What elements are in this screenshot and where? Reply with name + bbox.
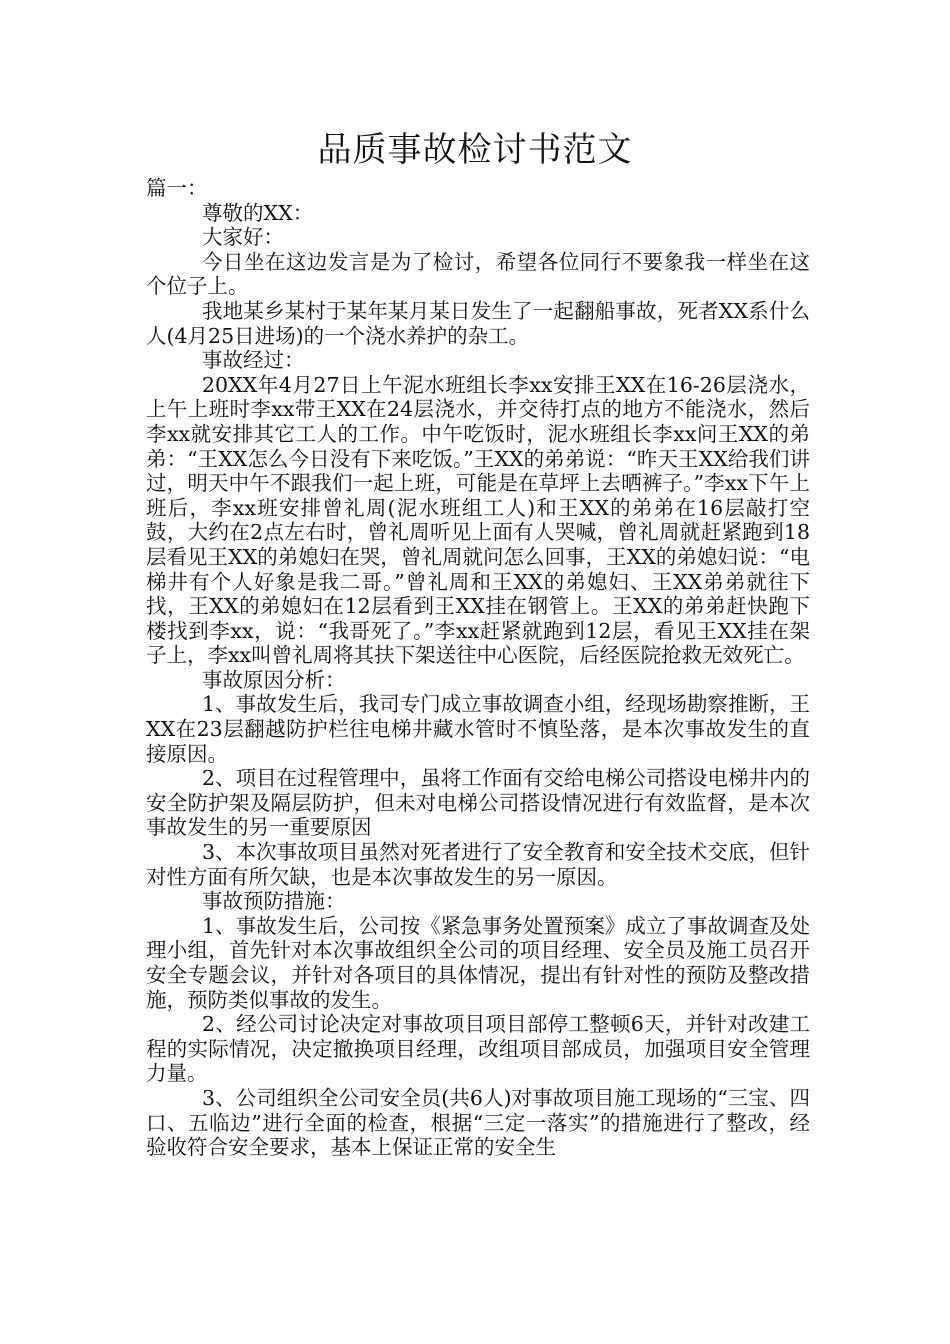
subheading: 事故经过：	[202, 348, 305, 373]
list-item: 3、公司组织全公司安全员(共6人)对事故项目施工现场的“三宝、四口、五临边”进行全面的检查，根据“三定一落实”的措施进行了整改，经验收符合安全要求，基本上保证正常的安全生	[146, 1085, 810, 1160]
body-paragraph: 20XX年4月27日上午泥水班组长李xx安排王XX在16-26层浇水，上午上班时李xx带王XX在24层浇水，并交待打点的地方不能浇水，然后李xx就安排其它工人的工作。中午吃饭时，泥水班组长李xx问王XX的弟弟：“王XX怎么今日没有下来吃饭。”王XX的弟弟说：“昨天王XX给我们讲过，明天中午不跟我们一起上班，可能是在草坪上去晒裤子。”李xx下午上班后，李xx班安排曾礼周(泥水班组工人)和王XX的弟弟在16层敲打空鼓，大约在2点左右时，曾礼周听见上面有人哭喊，曾礼周就赶紧跑到18层看见王XX的弟媳妇在哭，曾礼周就问怎么回事，王XX的弟媳妇说：“电梯井有个人好象是我二哥。”曾礼周和王XX的弟媳妇、王XX弟弟就往下找，王XX的弟媳妇在12层看到王XX挂在钢管上。王XX的弟弟赶快跑下楼找到李xx，说：“我哥死了。”李xx赶紧就跑到12层，看见王XX挂在架子上，李xx叫曾礼周将其扶下架送往中心医院，后经医院抢救无效死亡。	[146, 372, 810, 668]
document-body	[146, 176, 810, 1160]
subheading: 事故原因分析：	[202, 667, 346, 692]
section-heading: 篇一：	[146, 176, 208, 200]
greeting: 大家好：	[202, 225, 284, 250]
subheading: 事故预防措施：	[202, 889, 346, 914]
body-paragraph: 今日坐在这边发言是为了检讨，希望各位同行不要象我一样坐在这个位子上。	[146, 249, 810, 299]
list-item: 1、事故发生后，公司按《紧急事务处置预案》成立了事故调查及处理小组，首先针对本次事故组织全公司的项目经理、安全员及施工员召开安全专题会议，并针对各项目的具体情况，提出有针对性的预防及整改措施，预防类似事故的发生。	[146, 913, 810, 1012]
list-item: 2、经公司讨论决定对事故项目项目部停工整顿6天，并针对改建工程的实际情况，决定撤换项目经理，改组项目部成员，加强项目安全管理力量。	[146, 1012, 810, 1086]
list-item: 3、本次事故项目虽然对死者进行了安全教育和安全技术交底，但针对性方面有所欠缺，也是本次事故发生的另一原因。	[146, 840, 810, 889]
salutation: 尊敬的XX：	[202, 200, 314, 225]
list-item: 2、项目在过程管理中，虽将工作面有交给电梯公司搭设电梯井内的安全防护架及隔层防护，但未对电梯公司搭设情况进行有效监督，是本次事故发生的另一重要原因	[146, 766, 810, 840]
body-paragraph: 我地某乡某村于某年某月某日发生了一起翻船事故，死者XX系什么人(4月25日进场)的一个浇水养护的杂工。	[146, 298, 810, 348]
document-title: 品质事故检讨书范文	[317, 130, 633, 170]
list-item: 1、事故发生后，我司专门成立事故调查小组，经现场勘察推断，王XX在23层翻越防护栏往电梯井藏水管时不慎坠落，是本次事故发生的直接原因。	[146, 692, 810, 766]
